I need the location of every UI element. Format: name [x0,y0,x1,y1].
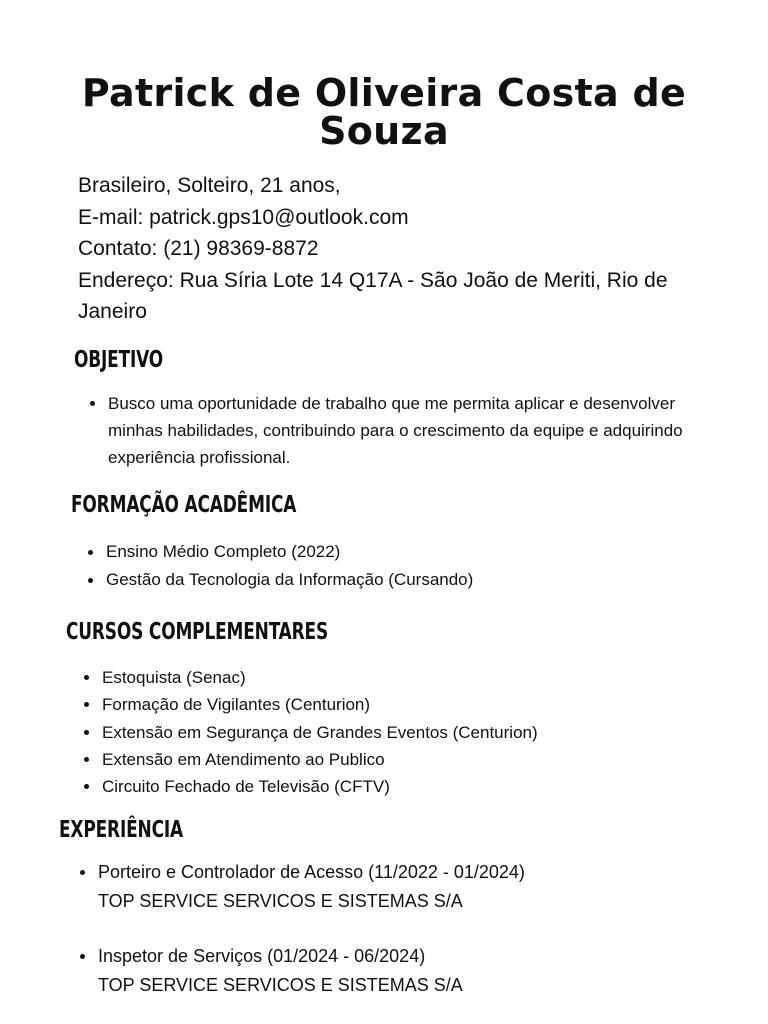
experience-item [76,858,716,916]
personal-info [78,170,718,328]
contact-line: Contato: (21) 98369-8872 [78,237,319,260]
education-list [84,538,724,594]
list-item: Extensão em Segurança de Grandes Eventos (Centurion) [80,719,720,746]
list-item: Circuito Fechado de Televisão (CFTV) [80,773,720,800]
list-item: Estoquista (Senac) [80,664,720,691]
experience-list [76,858,716,1000]
candidate-name: Patrick de Oliveira Costa de Souza [81,71,687,153]
experience-item [76,942,716,1000]
address-line: Endereço: Rua Síria Lote 14 Q17A - São João de Meriti, Rio de Janeiro [78,268,668,323]
list-item: Formação de Vigilantes (Centurion) [80,691,720,718]
list-item: Busco uma oportunidade de trabalho que me permita aplicar e desenvolver minhas habilidades, contribuindo para o crescimento da equipe e adquirindo experiência profissional. [86,390,696,471]
objective-heading: OBJETIVO [74,347,164,373]
list-item: Extensão em Atendimento ao Publico [80,746,720,773]
job-company: TOP SERVICE SERVICOS E SISTEMAS S/A [98,975,463,995]
job-company: TOP SERVICE SERVICOS E SISTEMAS S/A [98,891,463,911]
list-item: Gestão da Tecnologia da Informação (Cursando) [84,566,724,594]
objective-list [86,390,696,471]
job-role: Inspetor de Serviços (01/2024 - 06/2024) [98,946,426,966]
experience-heading: EXPERIÊNCIA [59,817,183,843]
education-heading: FORMAÇÃO ACADÊMICA [71,492,297,518]
email-line: E-mail: patrick.gps10@outlook.com [78,205,409,229]
courses-heading: CURSOS COMPLEMENTARES [66,619,329,645]
courses-list [80,664,720,800]
personal-summary: Brasileiro, Solteiro, 21 anos, [78,174,341,197]
list-item: Ensino Médio Completo (2022) [84,538,724,566]
job-role: Porteiro e Controlador de Acesso (11/2022 - 01/2024) [98,862,525,882]
